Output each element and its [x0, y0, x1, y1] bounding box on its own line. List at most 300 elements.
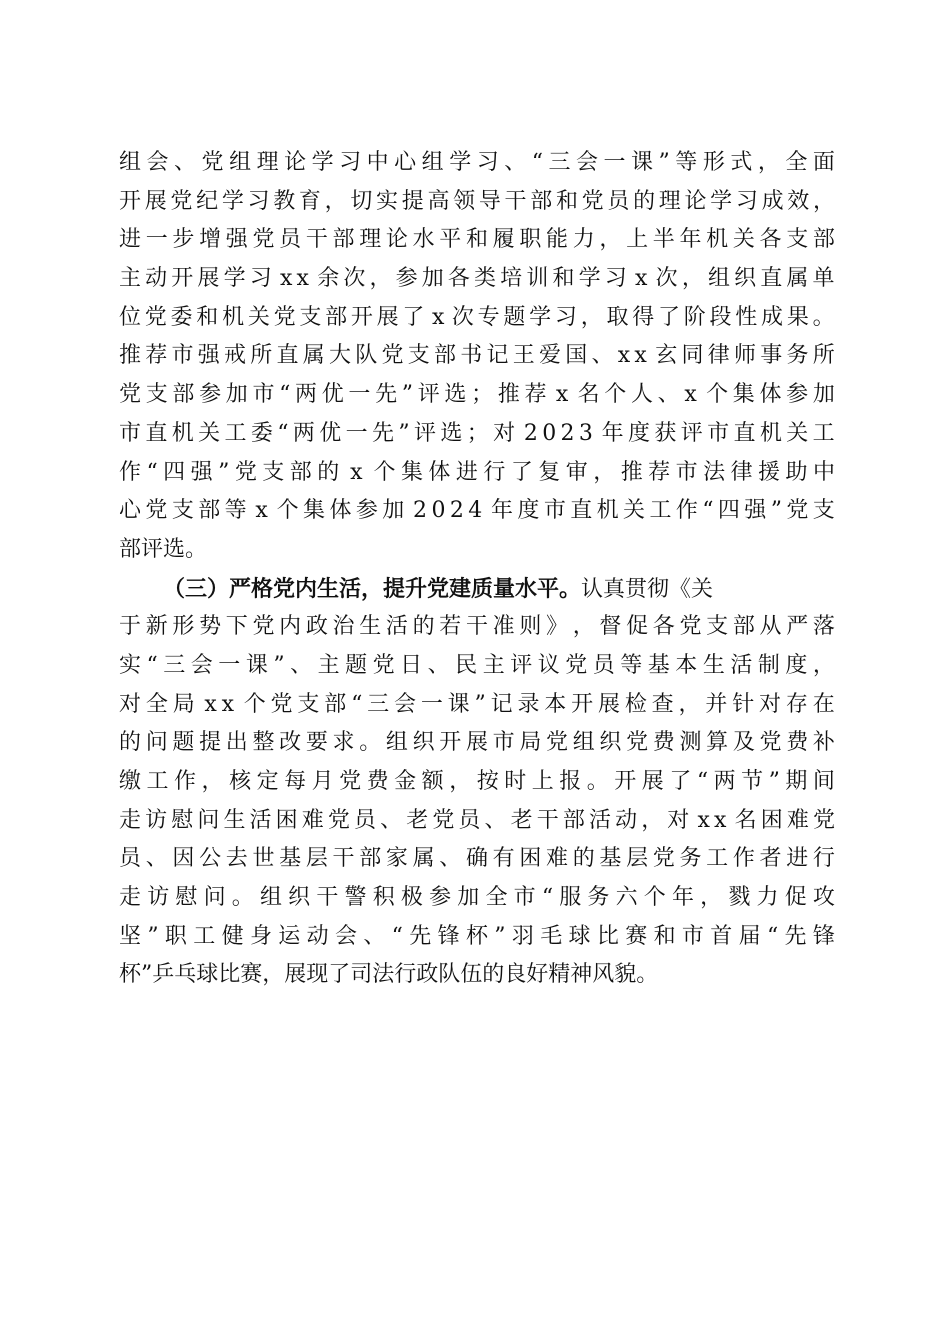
text-char: 身: [249, 923, 272, 949]
text-char: 属: [412, 846, 435, 872]
text-char: 党: [234, 459, 257, 485]
text-char: 法: [703, 459, 726, 485]
text-char: 务: [786, 343, 809, 369]
text-char: 运: [278, 923, 301, 949]
text-char: 次: [655, 266, 678, 292]
text-char: “: [146, 652, 158, 678]
text-char: 纪: [196, 188, 219, 214]
text-char: 律: [730, 459, 753, 485]
text-char: 开: [614, 769, 637, 794]
text-char: 机: [171, 420, 194, 446]
text-char: ，: [449, 769, 472, 794]
text-char: 支: [171, 498, 194, 524]
text-char: 了: [657, 304, 680, 330]
text-char: 等: [675, 150, 698, 175]
text-char: 全: [145, 691, 168, 717]
text-char: ，: [678, 691, 701, 717]
text-char: 部: [812, 227, 835, 253]
text-line: [119, 918, 835, 957]
body-text: [119, 144, 835, 995]
text-char: 促: [784, 885, 807, 911]
text-char: 习: [554, 304, 577, 330]
text-char: 展: [597, 691, 620, 717]
text-char: 荐: [524, 382, 547, 408]
text-char: 0: [542, 420, 557, 446]
text-char: 了: [402, 304, 425, 330]
text-char: 、: [427, 652, 450, 678]
text-char: 水: [412, 227, 435, 253]
text-char: 展: [641, 769, 664, 794]
text-char: 荐: [648, 459, 671, 485]
text-char: ，: [572, 614, 595, 640]
text-char: 了: [510, 459, 533, 485]
text-char: 王: [512, 343, 535, 369]
text-char: 党: [565, 652, 588, 678]
text-char: 党: [145, 498, 168, 524]
text-char: 党: [119, 382, 142, 408]
text-char: 服: [559, 885, 582, 911]
text-char: 机: [222, 304, 245, 330]
text-char: 党: [652, 846, 675, 872]
text-char: 作: [732, 846, 755, 872]
section-3-lead-text: 认真贯彻《关: [581, 576, 714, 602]
text-char: 三: [548, 150, 571, 175]
text-char: 、: [484, 807, 507, 833]
text-char: 毛: [540, 923, 563, 949]
text-char: 中: [812, 459, 835, 485]
text-char: 市: [707, 420, 730, 446]
text-char: 年: [601, 420, 624, 446]
text-char: 费: [786, 730, 809, 756]
text-char: 部: [359, 846, 382, 872]
text-char: 市: [119, 420, 142, 446]
text-char: 若: [439, 614, 462, 640]
text-char: 节: [741, 769, 764, 794]
text-char: 职: [164, 923, 187, 949]
text-line: [119, 376, 835, 415]
text-char: 集: [732, 382, 755, 408]
text-char: 局: [519, 730, 542, 756]
text-char: 能: [546, 227, 569, 253]
text-char: 参: [786, 382, 809, 408]
text-char: 先: [784, 923, 807, 949]
text-char: ；: [466, 420, 489, 446]
text-char: 支: [706, 614, 729, 640]
text-char: 2: [523, 420, 538, 446]
text-char: 事: [760, 343, 783, 369]
text-char: ”: [474, 691, 486, 717]
text-char: 党: [201, 150, 224, 175]
text-char: 组: [385, 730, 408, 756]
text-char: 务: [679, 846, 702, 872]
text-char: 开: [119, 188, 142, 214]
text-line: [119, 840, 835, 879]
text-char: 组: [259, 885, 282, 911]
text-char: 、: [145, 846, 168, 872]
text-char: 市: [171, 343, 194, 369]
text-char: 大: [329, 343, 352, 369]
text-char: 的: [412, 614, 435, 640]
text-char: ”: [494, 923, 506, 949]
text-char: “: [696, 769, 709, 794]
text-char: 支: [812, 498, 835, 524]
text-char: 体: [428, 459, 451, 485]
text-char: 得: [632, 304, 655, 330]
text-char: 在: [812, 691, 835, 717]
text-char: 党: [432, 807, 455, 833]
text-char: 学: [311, 150, 334, 175]
text-char: 补: [812, 730, 835, 756]
text-char: 力: [756, 885, 779, 911]
text-char: 开: [350, 304, 373, 330]
text-char: 部: [434, 343, 457, 369]
text-char: ”: [770, 498, 782, 524]
text-line: [119, 802, 835, 841]
text-char: 市: [675, 459, 698, 485]
text-char: 活: [730, 652, 753, 678]
text-char: 年: [679, 227, 702, 253]
text-char: 和: [196, 304, 219, 330]
text-char: 党: [327, 807, 350, 833]
text-char: 问: [197, 807, 220, 833]
text-char: 的: [572, 846, 595, 872]
text-char: 。: [812, 304, 835, 330]
text-char: 作: [174, 769, 197, 794]
text-char: 参: [199, 382, 222, 408]
text-char: 市: [543, 498, 566, 524]
text-char: 支: [407, 343, 430, 369]
text-char: x: [221, 691, 235, 717]
text-char: 面: [812, 150, 835, 175]
text-char: 律: [707, 343, 730, 369]
text-char: 访: [147, 885, 170, 911]
text-char: 果: [786, 304, 809, 330]
text-char: 制: [757, 652, 780, 678]
text-char: 开: [439, 730, 462, 756]
text-char: 党: [759, 730, 782, 756]
text-char: 党: [252, 227, 275, 253]
text-char: 党: [270, 691, 293, 717]
text-char: 集: [400, 459, 423, 485]
text-char: 针: [732, 691, 755, 717]
text-char: 评: [510, 652, 533, 678]
text-char: 访: [145, 807, 168, 833]
text-char: 位: [119, 304, 142, 330]
text-char: 习: [339, 150, 362, 175]
text-char: 训: [526, 266, 549, 292]
text-char: 部: [530, 188, 553, 214]
text-char: 各: [759, 227, 782, 253]
text-char: 加: [421, 266, 444, 292]
text-char: 直: [570, 498, 593, 524]
text-char: 赛: [625, 923, 648, 949]
text-char: 对: [119, 691, 142, 717]
text-char: 强: [744, 498, 767, 524]
text-char: 题: [345, 652, 368, 678]
text-char: 单: [812, 266, 835, 292]
text-line: [119, 144, 835, 183]
text-char: 走: [119, 807, 142, 833]
text-char: 党: [679, 614, 702, 640]
text-char: 活: [588, 807, 611, 833]
text-char: 部: [289, 459, 312, 485]
text-char: 习: [249, 266, 272, 292]
text-char: 存: [785, 691, 808, 717]
text-char: 教: [273, 188, 296, 214]
text-char: 部: [324, 691, 347, 717]
text-char: 爱: [539, 343, 562, 369]
text-char: 部: [198, 498, 221, 524]
text-char: 加: [457, 885, 480, 911]
text-char: 比: [596, 923, 619, 949]
text-char: 整: [252, 730, 275, 756]
text-char: 集: [303, 498, 326, 524]
text-char: 优: [319, 420, 342, 446]
text-char: 坚: [119, 923, 142, 949]
text-char: 作: [675, 498, 698, 524]
text-char: 员: [458, 807, 481, 833]
text-char: 动: [615, 807, 638, 833]
text-line: [119, 879, 835, 918]
text-char: 困: [760, 807, 783, 833]
text-char: 届: [738, 923, 761, 949]
text-char: 和: [555, 188, 578, 214]
text-char: 2: [560, 420, 575, 446]
text-char: ，: [324, 188, 347, 214]
text-char: 走: [119, 885, 142, 911]
text-char: 极: [400, 885, 423, 911]
text-char: 慰: [171, 807, 194, 833]
text-char: 部: [325, 304, 348, 330]
text-char: x: [350, 459, 363, 485]
text-char: 工: [812, 420, 835, 446]
text-char: 行: [483, 459, 506, 485]
text-char: 员: [353, 807, 376, 833]
text-char: 党: [170, 188, 193, 214]
text-char: 求: [332, 730, 355, 756]
text-char: 所: [812, 343, 835, 369]
text-char: 干: [316, 885, 339, 911]
text-line: [119, 647, 835, 686]
text-char: “: [146, 459, 158, 485]
text-char: 局: [172, 691, 195, 717]
text-char: 习: [604, 266, 627, 292]
text-char: 势: [199, 614, 222, 640]
text-char: 内: [279, 614, 302, 640]
text-char: 属: [786, 266, 809, 292]
text-char: 年: [491, 498, 514, 524]
text-char: 算: [706, 730, 729, 756]
text-char: 支: [145, 382, 168, 408]
text-char: 提: [199, 730, 222, 756]
text-char: x: [714, 807, 727, 833]
text-char: 党: [372, 652, 395, 678]
text-char: 核: [229, 769, 252, 794]
text-char: 一: [218, 652, 241, 678]
text-char: 上: [626, 227, 649, 253]
text-char: ，: [812, 652, 835, 678]
text-char: 。: [359, 730, 382, 756]
text-char: 难: [301, 807, 324, 833]
text-char: 委: [170, 304, 193, 330]
text-char: 、: [439, 846, 462, 872]
text-char: 课: [631, 150, 654, 175]
text-char: 实: [119, 652, 142, 678]
text-char: 积: [372, 885, 395, 911]
text-char: 全: [485, 885, 508, 911]
text-char: 问: [145, 730, 168, 756]
text-char: 强: [197, 343, 220, 369]
text-char: 直: [733, 420, 756, 446]
text-char: 获: [654, 420, 677, 446]
text-char: 进: [119, 227, 142, 253]
text-char: 每: [284, 769, 307, 794]
text-char: 个: [276, 498, 299, 524]
text-char: ，: [812, 188, 835, 214]
text-char: 优: [321, 382, 344, 408]
text-char: 成: [761, 188, 784, 214]
text-char: 会: [576, 150, 599, 175]
text-char: 党: [812, 807, 835, 833]
text-char: 问: [203, 885, 226, 911]
text-char: 支: [297, 691, 320, 717]
text-char: 务: [587, 885, 610, 911]
text-line: [119, 260, 835, 299]
text-char: 员: [592, 652, 615, 678]
text-char: 首: [710, 923, 733, 949]
text-char: 学: [529, 304, 552, 330]
text-char: 论: [284, 150, 307, 175]
text-char: 有: [492, 846, 515, 872]
text-line: [119, 492, 835, 531]
text-char: 织: [412, 730, 435, 756]
text-char: 录: [517, 691, 540, 717]
text-char: ”: [218, 459, 230, 485]
text-char: x: [431, 304, 445, 330]
text-char: 书: [460, 343, 483, 369]
text-char: 组: [707, 266, 730, 292]
text-char: 评: [680, 420, 703, 446]
text-char: 委: [250, 420, 273, 446]
text-char: 开: [171, 266, 194, 292]
text-char: 个: [243, 691, 266, 717]
text-char: 展: [144, 188, 167, 214]
text-char: 个: [604, 382, 627, 408]
text-char: 强: [190, 459, 213, 485]
text-char: 六: [615, 885, 638, 911]
text-char: 活: [385, 614, 408, 640]
text-char: 一: [145, 227, 168, 253]
text-char: 选: [440, 420, 463, 446]
text-char: ”: [401, 382, 414, 408]
text-char: 工: [649, 498, 672, 524]
text-char: 队: [355, 343, 378, 369]
text-char: 直: [276, 343, 299, 369]
text-char: 导: [478, 188, 501, 214]
text-char: 党: [381, 343, 404, 369]
text-char: 高: [427, 188, 450, 214]
text-char: 两: [295, 382, 318, 408]
text-char: 提: [401, 188, 424, 214]
text-line: [119, 415, 835, 454]
text-char: 力: [572, 227, 595, 253]
text-char: x: [279, 266, 293, 292]
text-char: 要: [305, 730, 328, 756]
text-char: ，: [580, 304, 603, 330]
text-char: 先: [371, 420, 394, 446]
text-char: 加: [225, 382, 248, 408]
text-char: 党: [581, 188, 604, 214]
text-char: 干: [332, 846, 355, 872]
text-char: 直: [760, 266, 783, 292]
text-char: “: [351, 691, 363, 717]
text-char: 余: [317, 266, 340, 292]
text-char: 3: [578, 420, 593, 446]
text-line: [119, 454, 835, 493]
text-char: 动: [306, 923, 329, 949]
text-char: 性: [735, 304, 758, 330]
text-char: 、: [657, 382, 680, 408]
text-char: 展: [465, 730, 488, 756]
text-char: 直: [145, 420, 168, 446]
text-line: [119, 183, 835, 222]
text-char: 参: [429, 885, 452, 911]
text-char: 时: [504, 769, 527, 794]
text-char: 费: [366, 769, 389, 794]
text-char: 论: [684, 188, 707, 214]
text-char: 戒: [224, 343, 247, 369]
text-char: 治: [332, 614, 355, 640]
text-char: 》: [546, 614, 569, 640]
text-char: 部: [732, 614, 755, 640]
text-char: 援: [758, 459, 781, 485]
text-char: 会: [334, 923, 357, 949]
text-char: 形: [702, 150, 725, 175]
text-char: 。: [586, 769, 609, 794]
text-char: 警: [344, 885, 367, 911]
text-char: 干: [305, 227, 328, 253]
text-char: ，: [641, 807, 664, 833]
text-char: x: [204, 691, 217, 717]
text-char: 0: [431, 498, 446, 524]
text-char: 阶: [683, 304, 706, 330]
text-char: 生: [223, 807, 246, 833]
text-char: 组: [421, 150, 444, 175]
text-char: 类: [474, 266, 497, 292]
text-char: “: [279, 382, 291, 408]
text-char: 难: [546, 846, 569, 872]
text-char: 课: [447, 691, 470, 717]
text-char: 对: [667, 807, 690, 833]
text-char: 支: [786, 227, 809, 253]
text-char: 员: [279, 227, 302, 253]
text-char: 困: [519, 846, 542, 872]
text-char: ，: [700, 885, 723, 911]
text-char: 年: [671, 885, 694, 911]
text-char: 切: [350, 188, 373, 214]
text-char: 复: [538, 459, 561, 485]
text-char: 记: [486, 343, 509, 369]
text-char: 式: [730, 150, 753, 175]
text-char: 学: [223, 266, 246, 292]
text-char: 干: [504, 188, 527, 214]
text-line: [119, 221, 835, 260]
text-char: 落: [812, 614, 835, 640]
text-char: 间: [812, 769, 835, 794]
text-char: 基: [279, 846, 302, 872]
text-char: 民: [455, 652, 478, 678]
text-char: 组: [572, 730, 595, 756]
